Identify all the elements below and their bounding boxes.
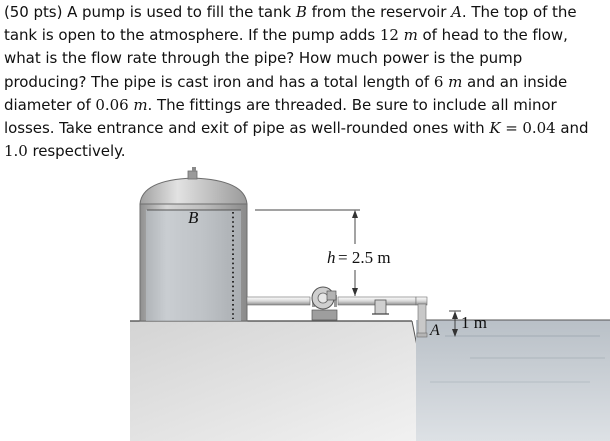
pipe-length-value: 6 (433, 72, 444, 91)
points-label: (50 pts) (4, 3, 63, 21)
reservoir-a (416, 320, 610, 441)
svg-text:h: h (327, 248, 336, 267)
h-label (327, 248, 391, 267)
ground-block (130, 321, 438, 441)
reservoir-variable: A (451, 3, 462, 21)
pump-tank-diagram (0, 160, 610, 441)
tank-label: B (188, 208, 199, 227)
problem-statement: (50 pts) A pump is used to fill the tank B from the reservoir A. The top of the tank is open to the atmosphere. If the pump adds 12 m of head to the flow, what is the flow rate through the pipe? How much power is the pump producing? The pipe is cast iron and has a total length of 6 m and an inside diameter of 0.06 m. The fittings are threaded. Be sure to include all minor losses. Take entrance and exit of pipe as well-rounded ones with K = 0.04 and 1.0 respectively. (4, 3, 589, 161)
pump (312, 287, 337, 320)
pipe-diameter-value: 0.06 (95, 95, 129, 114)
depth-label: 1 m (461, 313, 487, 332)
pump-head-value: 12 (379, 26, 399, 45)
entrance-k-value: = 0.04 (505, 119, 556, 138)
tank-b (140, 167, 247, 321)
tank-variable: B (295, 3, 307, 21)
loss-coefficient-variable: K (489, 119, 501, 138)
exit-k-value: 1.0 (4, 142, 28, 161)
svg-text:= 2.5 m: = 2.5 m (338, 248, 391, 267)
reservoir-label: A (430, 322, 440, 339)
